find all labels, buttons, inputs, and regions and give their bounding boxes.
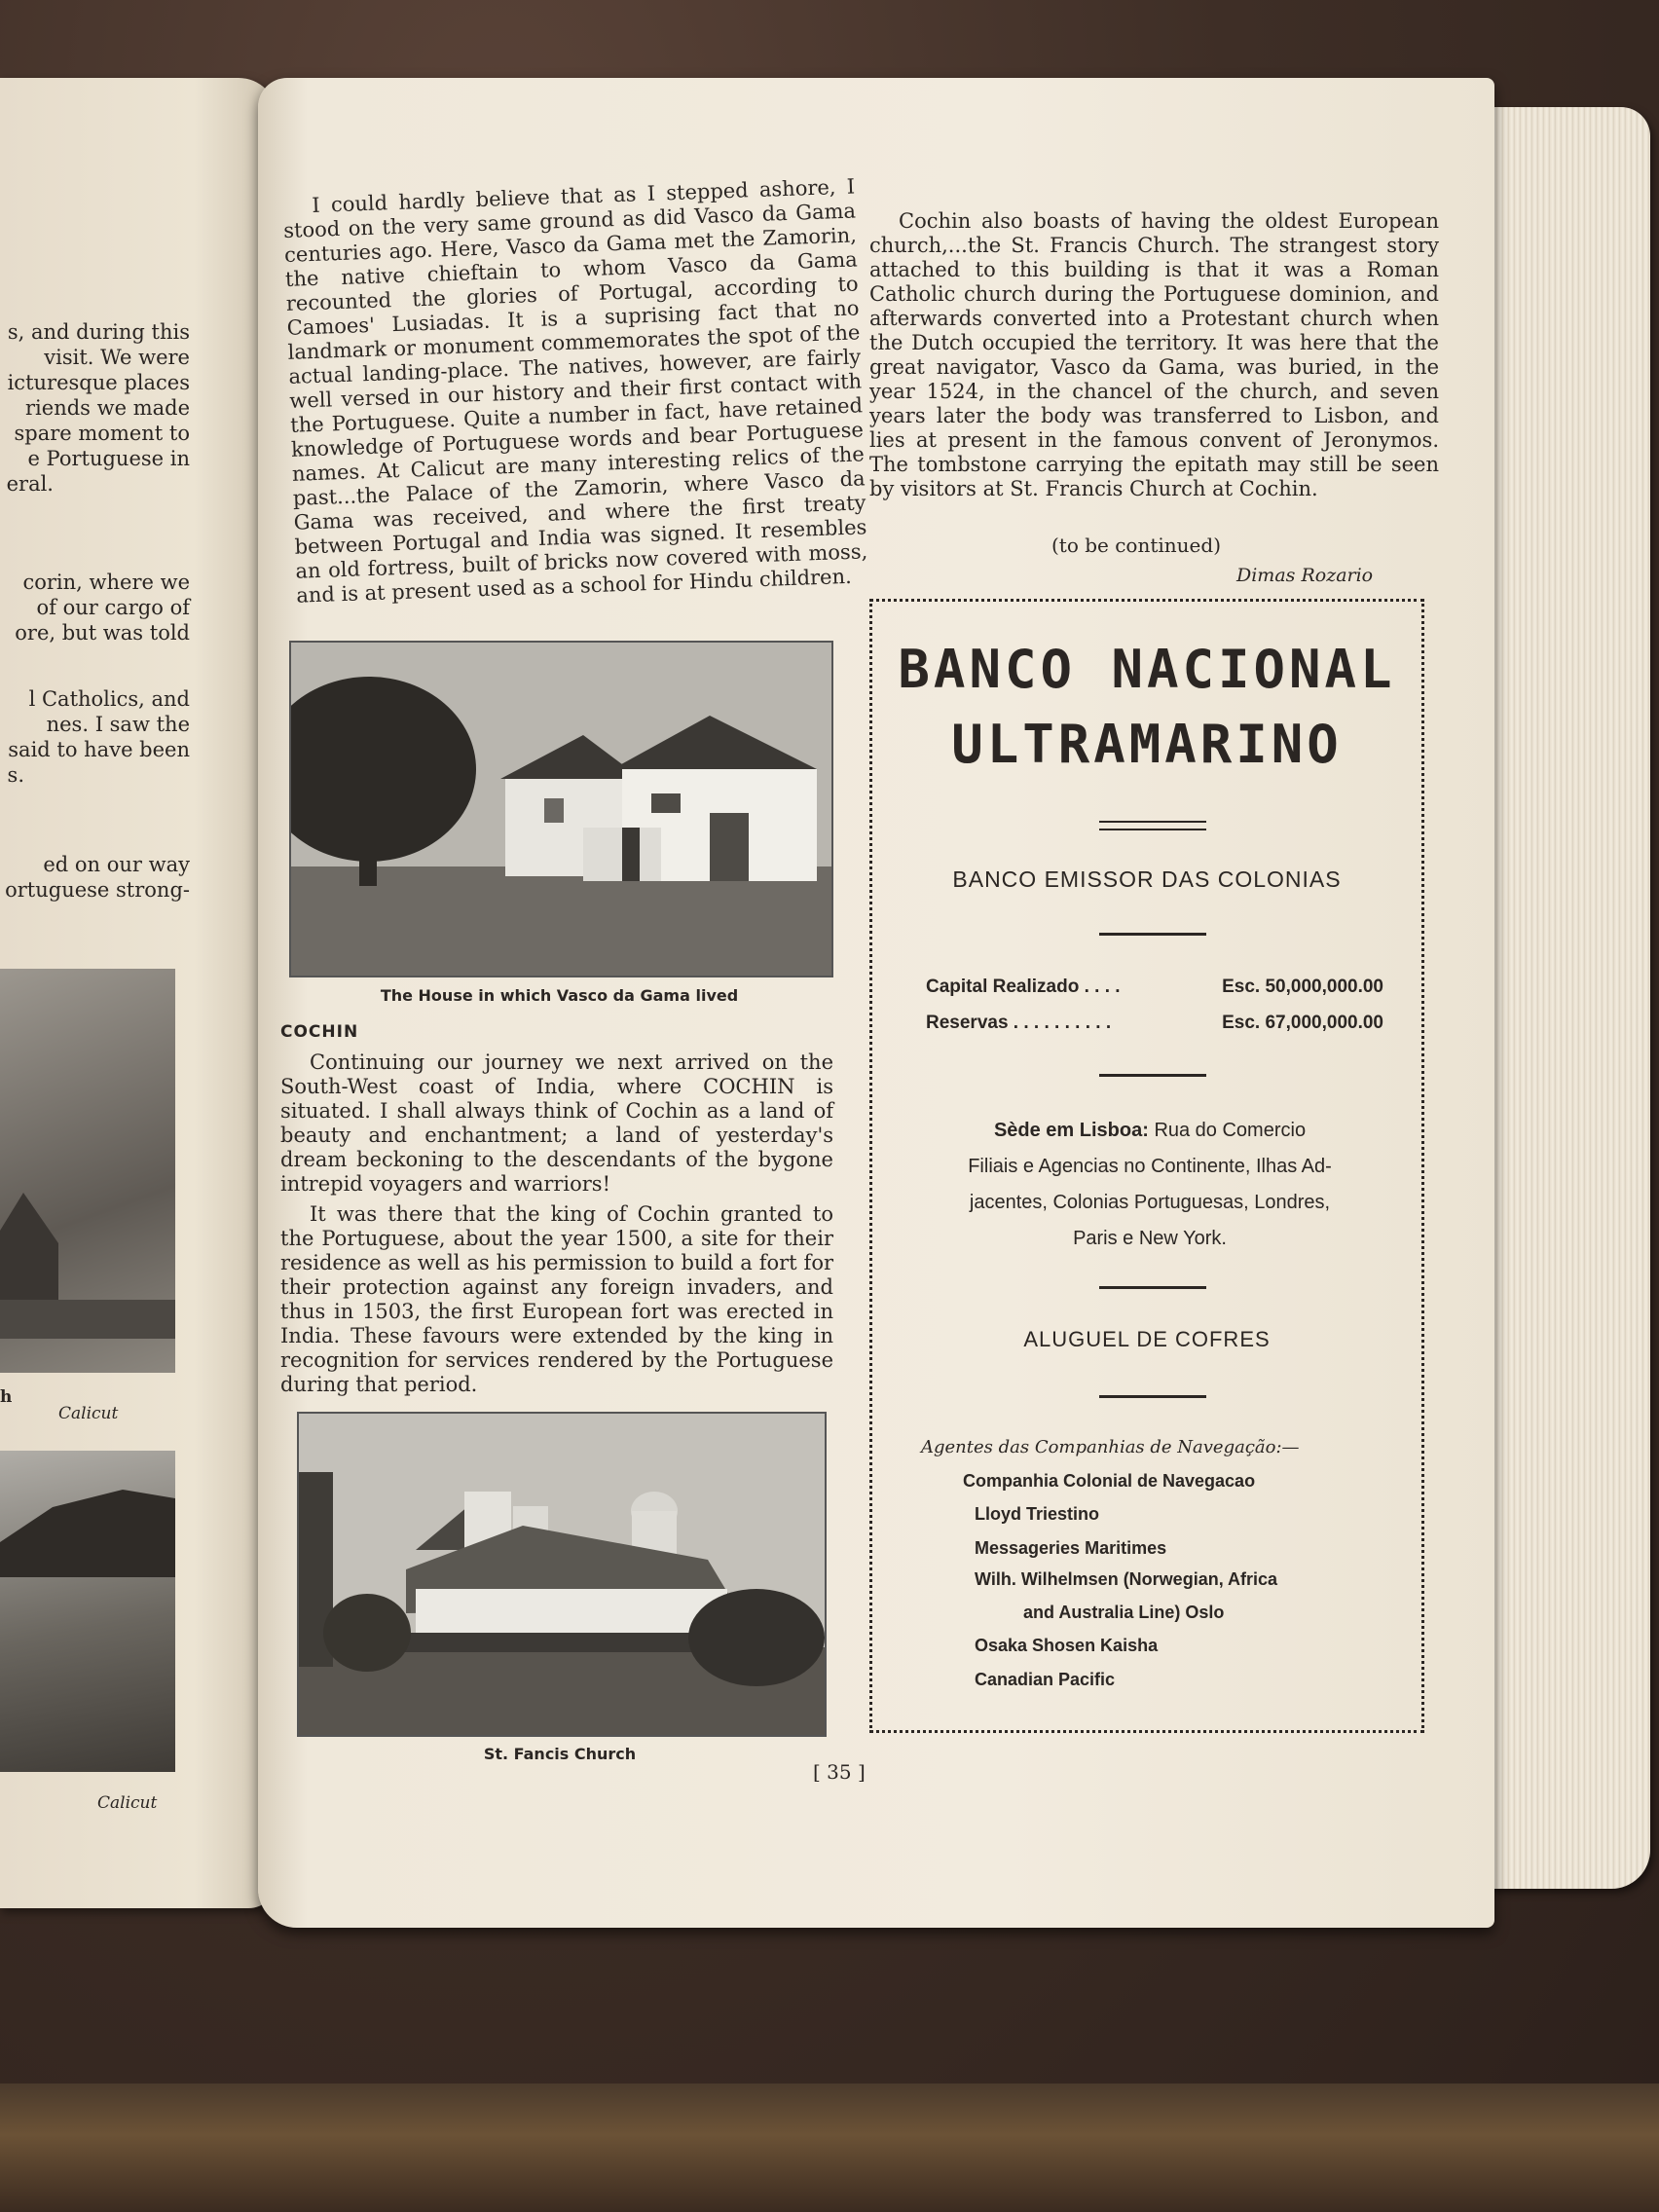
photo-vasco-da-gama-house (289, 641, 833, 977)
left-line: s. (7, 763, 24, 787)
seat-value: Rua do Comercio (1154, 1120, 1307, 1141)
section-heading-cochin: COCHIN (280, 1022, 359, 1042)
left-line: riends we made (25, 396, 190, 420)
left-caption-1: Calicut (58, 1404, 119, 1423)
ad-rule-1 (1099, 933, 1206, 936)
capital-row (926, 977, 1383, 998)
left-photo-2 (0, 1451, 175, 1772)
ad-title-line-2: ULTRAMARINO (951, 714, 1343, 775)
left-line: ed on our way (43, 853, 190, 876)
agent-item: Lloyd Triestino (975, 1504, 1100, 1524)
left-caption-prefix: h (0, 1387, 13, 1407)
capital-value: Esc. 50,000,000.00 (1222, 977, 1383, 997)
left-caption-2: Calicut (97, 1793, 158, 1813)
left-line: eral. (6, 472, 54, 496)
bank-advertisement (869, 599, 1424, 1733)
article-paragraph-2: Continuing our journey we next arrived on the South-West coast of India, where COCHIN is situated. I shall always think of Cochin as a land of beauty and enchantment; a land of yesterday's dream beckoning to the descendants of the bygone intrepid voyagers and warriors! (280, 1051, 833, 1196)
agent-item: Companhia Colonial de Navegacao (963, 1471, 1256, 1491)
article-column-1-bottom (280, 1020, 833, 1403)
article-paragraph-4: Cochin also boasts of having the oldest European church,...the St. Francis Church. The strangest story attached to this building is that it was a Roman Catholic church during the Portuguese dominion, and afterwards converted into a Protestant church when the Dutch occupied the territory. It was here that the great navigator, Vasco da Gama, was buried, in the year 1524, in the chancel of the church, and seven years later the body was transferred to Lisbon, and lies at present in the famous convent of Jeronymos. The tombstone carrying the epitath may still be seen by visitors at St. Francis Church at Cochin. (869, 209, 1439, 500)
desk-edge (0, 2083, 1659, 2212)
left-page (0, 78, 277, 1908)
branches-line-1: Filiais e Agencias no Continente, Ilhas Ad- (968, 1156, 1332, 1177)
left-line: l Catholics, and (28, 687, 190, 711)
article-paragraph-1: I could hardly believe that as I stepped ashore, I stood on the very same ground as did Vasco da Gama centuries ago. Here, Vasco da Gama met the Zamorin, the native chieftain to whom Vasco da Gama recounted the glories of Portugal, according to Camoes' Lusiadas. It is a suprising fact that no landmark or monument commemorates the spot of the actual landing-place. The natives, however, are fairly well versed in our history and their first contact with the Portuguese. Quite a number in fact, have retained knowledge of Portuguese words and bear Portuguese names. At Calicut are many interesting relics of the past...the Palace of the Zamorin, where Vasco da Gama was received, and where the first treaty between Portugal and India was signed. It resembles an old fortress, built of bricks now covered with moss, and is at present used as a school for Hindu children. (282, 174, 868, 608)
left-line: s, and during this (7, 320, 190, 344)
ad-rule-3 (1099, 1286, 1206, 1289)
left-line: visit. We were (44, 346, 190, 369)
agent-item: Osaka Shosen Kaisha (975, 1636, 1159, 1655)
ad-address-block (916, 1113, 1383, 1257)
left-line: spare moment to (14, 422, 190, 445)
left-text-block-1 (7, 319, 190, 497)
ad-double-rule (1099, 821, 1206, 830)
church-illustration (299, 1414, 825, 1735)
reserves-row (926, 1013, 1383, 1034)
agent-item: and Australia Line) Oslo (1023, 1603, 1225, 1622)
ad-safes: ALUGUEL DE COFRES (1023, 1327, 1271, 1351)
agent-item: Messageries Maritimes (975, 1538, 1167, 1558)
left-text-block-3 (8, 686, 190, 788)
page-number: [ 35 ] (813, 1760, 866, 1784)
left-photo-1 (0, 969, 175, 1373)
house-illustration (291, 643, 831, 976)
ad-rule-2 (1099, 1074, 1206, 1077)
photo-st-francis-church (297, 1412, 827, 1737)
photo2-caption: St. Fancis Church (483, 1745, 637, 1763)
to-be-continued: (to be continued) (1051, 534, 1221, 557)
ad-rule-4 (1099, 1395, 1206, 1398)
branches-line-2: jacentes, Colonias Portuguesas, Londres, (969, 1192, 1331, 1213)
agent-item: Wilh. Wilhelmsen (Norwegian, Africa (975, 1569, 1278, 1589)
photo1-caption: The House in which Vasco da Gama lived (380, 986, 739, 1005)
left-line: said to have been (8, 738, 190, 761)
left-line: nes. I saw the (46, 713, 190, 736)
branches-line-3: Paris e New York. (1073, 1228, 1227, 1249)
capital-label: Capital Realizado . . . . (926, 977, 1121, 997)
author-name: Dimas Rozario (1236, 565, 1374, 586)
article-column-2 (869, 209, 1439, 507)
left-line: e Portuguese in (27, 447, 190, 470)
left-line: ortuguese strong- (5, 878, 190, 902)
article-paragraph-3: It was there that the king of Cochin granted to the Portuguese, about the year 1500, a site for their residence as well as his permission to build a fort for their protection against any foreign invaders, and thus in 1503, the first European fort was erected in India. These favours were extended by the king in recognition for services rendered by the Portuguese during that period. (280, 1202, 833, 1396)
left-text-block-2 (15, 570, 190, 645)
article-column-1-top (282, 174, 869, 613)
reserves-label: Reservas . . . . . . . . . . (926, 1013, 1112, 1033)
left-line: ore, but was told (15, 621, 190, 645)
reserves-value: Esc. 67,000,000.00 (1222, 1013, 1383, 1033)
agent-item: Canadian Pacific (975, 1670, 1116, 1689)
left-line: of our cargo of (36, 596, 190, 619)
left-line: icturesque places (7, 371, 190, 394)
ad-subtitle: BANCO EMISSOR DAS COLONIAS (952, 866, 1342, 892)
seat-label: Sède em Lisboa: (993, 1120, 1149, 1141)
left-text-block-4 (5, 852, 190, 903)
page-stack-edge (1480, 107, 1650, 1889)
agents-heading: Agentes das Companhias de Navegação:— (921, 1437, 1300, 1457)
ad-title-line-1: BANCO NACIONAL (898, 639, 1396, 700)
left-line: corin, where we (22, 571, 190, 594)
